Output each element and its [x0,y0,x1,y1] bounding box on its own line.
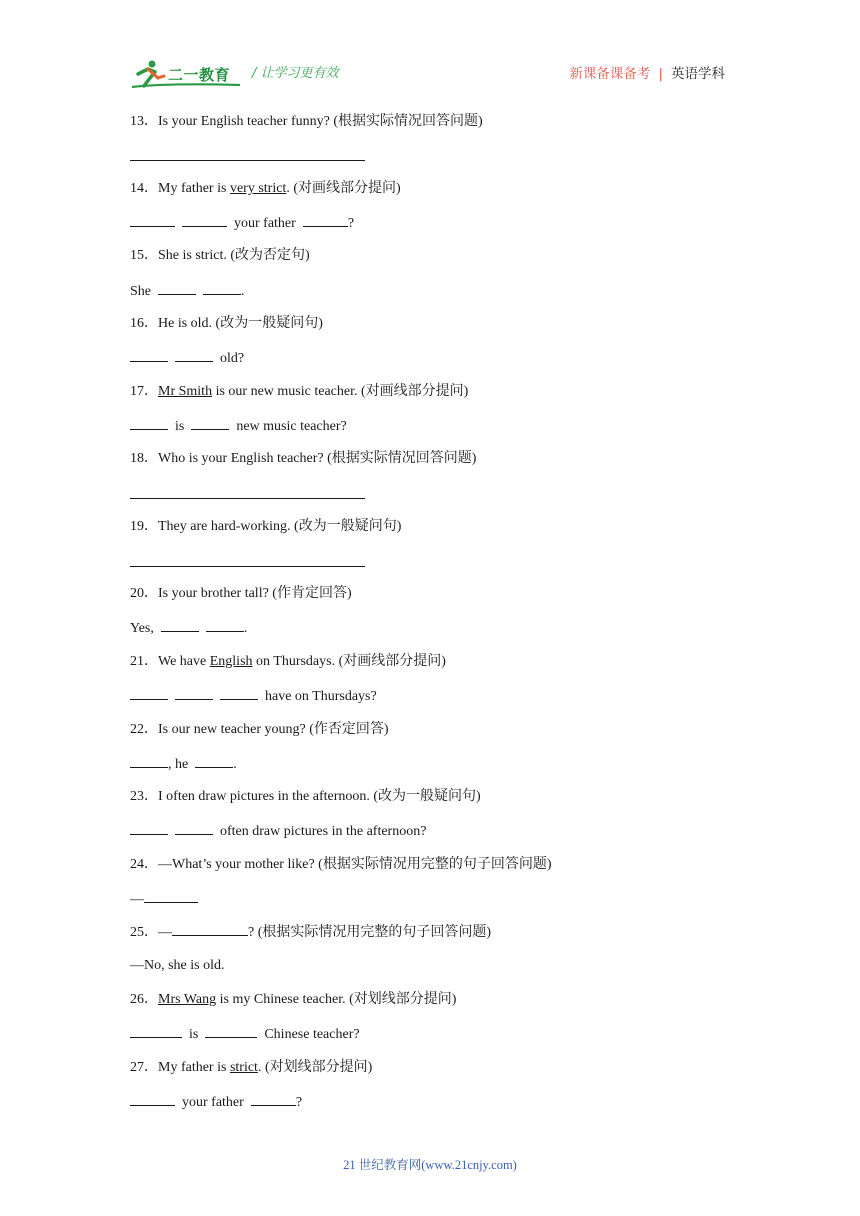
blank-field[interactable] [220,687,258,700]
question-text: is my Chinese teacher. (对划线部分提问) [216,992,457,1007]
answer-23 [130,822,426,841]
underlined-phrase: Mrs Wang [158,992,217,1007]
question-number: 16． [130,316,158,331]
question-text: We have [158,654,210,669]
blank-field[interactable] [130,755,168,768]
answer-line-13[interactable] [130,160,365,161]
answer-text: —No, she is old. [130,958,225,973]
question-21 [130,653,446,671]
answer-text: new music teacher? [236,419,347,434]
question-26 [130,991,456,1009]
answer-text: ? [347,216,355,231]
blank-field[interactable] [175,822,213,835]
answer-text: . [233,757,237,772]
underlined-phrase: Mr Smith [158,384,213,399]
question-13 [130,113,483,131]
header-subject-label: 英语学科 [671,66,725,82]
header-course-label: 新课备课备考 [569,66,651,82]
question-number: 13． [130,114,158,129]
question-15 [130,247,310,265]
answer-24 [130,890,198,909]
question-number: 19． [130,519,158,534]
blank-field[interactable] [130,822,168,835]
blank-field[interactable] [182,214,227,227]
question-number: 21． [130,654,158,669]
blank-field[interactable] [144,890,198,903]
question-number: 26． [130,992,158,1007]
answer-text: Chinese teacher? [264,1027,360,1042]
question-text: — [158,925,172,940]
question-19 [130,518,401,536]
question-number: 14． [130,181,158,196]
blank-field[interactable] [205,1025,257,1038]
answer-text: . [243,621,248,636]
question-18 [130,450,476,468]
question-text: —What’s your mother like? (根据实际情况用完整的句子回答问题) [158,857,552,872]
answer-text: She [130,284,151,299]
blank-field[interactable] [251,1093,296,1106]
question-number: 20． [130,586,158,601]
question-text: My father is [158,181,230,196]
answer-25 [130,957,225,975]
page-header [130,54,730,90]
answer-line-19[interactable] [130,566,365,567]
answer-26 [130,1025,360,1044]
question-number: 24． [130,857,158,872]
header-slogan: / 让学习更有效 [252,66,339,81]
blank-field[interactable] [175,349,213,362]
blank-field[interactable] [130,214,175,227]
question-text: My father is [158,1060,230,1075]
answer-27 [130,1093,302,1112]
blank-field[interactable] [206,619,244,632]
question-25 [130,923,491,942]
answer-15 [130,282,245,301]
blank-field[interactable] [203,282,241,295]
question-16 [130,315,323,333]
blank-field[interactable] [175,687,213,700]
question-number: 23． [130,789,158,804]
blank-field[interactable] [130,349,168,362]
underlined-phrase: strict [229,1060,258,1075]
answer-text: have on Thursdays? [265,689,377,704]
question-22 [130,721,389,739]
question-27 [130,1059,372,1077]
answer-21 [130,687,377,706]
blank-field[interactable] [130,687,168,700]
answer-text: Yes, [130,621,154,636]
question-17 [130,383,468,401]
answer-22 [130,755,237,774]
answer-16 [130,349,244,368]
blank-field[interactable] [161,619,199,632]
question-23 [130,788,481,806]
question-text: I often draw pictures in the afternoon. (改为一般疑问句) [158,789,481,804]
answer-text: , he [168,757,189,772]
question-text: They are hard-working. (改为一般疑问句) [158,519,402,534]
answer-line-18[interactable] [130,498,365,499]
answer-text: . [241,284,245,299]
underlined-phrase: English [209,654,253,669]
answer-text: — [130,892,144,907]
header-subject [569,62,725,82]
answer-14 [130,214,354,233]
underlined-phrase: very strict [229,181,287,196]
answer-text: is [189,1027,199,1042]
blank-field[interactable] [195,755,233,768]
answer-text: your father [234,216,296,231]
question-instruction: ? (根据实际情况用完整的句子回答问题) [248,925,492,940]
blank-field[interactable] [130,1093,175,1106]
question-text: Is our new teacher young? (作否定回答) [158,722,389,737]
answer-text: ? [295,1095,303,1110]
question-text: is our new music teacher. (对画线部分提问) [212,384,469,399]
blank-field[interactable] [130,1025,182,1038]
blank-field[interactable] [130,417,168,430]
blank-field[interactable] [303,214,348,227]
question-20 [130,585,352,603]
question-text: Is your English teacher funny? (根据实际情况回答问题) [158,114,483,129]
question-14 [130,180,401,198]
question-instruction: . (对画线部分提问) [286,181,401,196]
answer-17 [130,417,347,436]
answer-text: your father [182,1095,244,1110]
header-separator: | [658,66,663,82]
question-number: 17． [130,384,158,399]
question-instruction: . (对划线部分提问) [257,1060,373,1075]
question-number: 22． [130,722,158,737]
question-number: 15． [130,248,158,263]
question-number: 25． [130,925,158,940]
blank-field[interactable] [172,923,248,936]
question-text: Is your brother tall? (作肯定回答) [158,586,352,601]
answer-text: old? [220,351,245,366]
answer-text: is [175,419,185,434]
question-text: He is old. (改为一般疑问句) [158,316,323,331]
blank-field[interactable] [158,282,196,295]
logo-text: 二一教育 [168,66,231,84]
blank-field[interactable] [191,417,229,430]
question-number: 18． [130,451,158,466]
question-text: She is strict. (改为否定句) [158,248,310,263]
question-24 [130,856,552,874]
page-footer: 21 世纪教育网(www.21cnjy.com) [343,1158,517,1172]
answer-text: often draw pictures in the afternoon? [220,824,427,839]
question-instruction: on Thursdays. (对画线部分提问) [252,654,446,669]
question-text: Who is your English teacher? (根据实际情况回答问题) [158,451,477,466]
answer-20 [130,619,247,638]
question-number: 27． [130,1060,158,1075]
